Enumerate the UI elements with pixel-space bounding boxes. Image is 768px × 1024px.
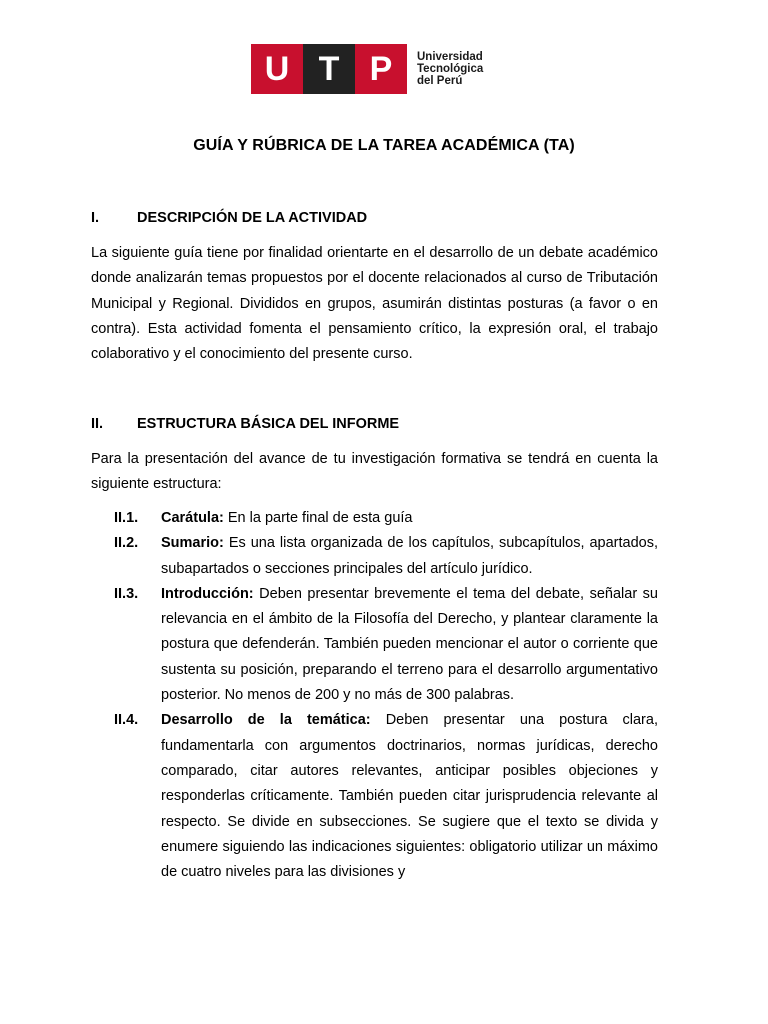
list-item-text: Deben presentar brevemente el tema del debate, señalar su relevancia en el ámbito de la Filosofía del Derecho, y plantear claramente la postura que defenderán. También pueden mencionar el autor o corriente que sustenta su posición, preparando el terreno para el desarrollo argumentativo posterior. No menos de 200 y no más de 300 palabras. (161, 585, 658, 704)
section-2-title: ESTRUCTURA BÁSICA DEL INFORME (137, 416, 400, 432)
university-name-line2: Tecnológica (417, 63, 484, 75)
logo-letter-t: T (303, 44, 355, 94)
list-item-body (161, 582, 658, 708)
list-item (114, 531, 658, 582)
list-item-body (161, 708, 658, 885)
utp-logo (251, 44, 483, 94)
university-name-line1: Universidad (417, 51, 483, 63)
logo-letter-p: P (355, 44, 407, 94)
structure-list (114, 506, 658, 885)
list-item-number: II.1. (114, 510, 139, 526)
university-name-line3: del Perú (417, 75, 463, 87)
list-item (114, 708, 658, 885)
section-2-heading (91, 416, 399, 432)
section-1-title: DESCRIPCIÓN DE LA ACTIVIDAD (137, 210, 368, 226)
list-item-term: Carátula: (161, 510, 224, 526)
list-item-number: II.3. (114, 585, 139, 602)
list-item-number: II.4. (114, 712, 139, 729)
list-item (114, 506, 658, 531)
document-title: GUÍA Y RÚBRICA DE LA TAREA ACADÉMICA (TA) (193, 137, 575, 154)
university-name (417, 51, 483, 87)
section-2-number: II. (91, 416, 104, 432)
list-item-text: Deben presentar una postura clara, fundamentarla con argumentos doctrinarios, normas jurídicas, derecho comparado, citar autores relevantes, anticipar posibles objeciones y responderlas críticamente. También pueden citar jurisprudencia relevante al respecto. Se divide en subsecciones. Se sugiere que el texto se divida y enumere siguiendo las indicaciones siguientes: obligatorio utilizar un máximo de cuatro niveles para las divisiones y (161, 712, 658, 881)
list-item-term: Sumario: (161, 535, 224, 552)
utp-logo-mark (251, 44, 407, 94)
list-item-text: Es una lista organizada de los capítulos, subcapítulos, apartados, subapartados o secciones principales del artículo jurídico. (161, 535, 658, 577)
list-item-term: Desarrollo de la temática: (161, 712, 371, 729)
section-1-heading (91, 210, 367, 226)
list-item-number: II.2. (114, 535, 139, 552)
list-item (114, 582, 658, 708)
list-item-text: En la parte final de esta guía (223, 510, 413, 526)
section-1-paragraph: La siguiente guía tiene por finalidad orientarte en el desarrollo de un debate académico donde analizarán temas propuestos por el docente relacionados al curso de Tributación Municipal y Regional. Divididos en grupos, asumirán distintas posturas (a favor o en contra). Esta actividad fomenta el pensamiento crítico, la expresión oral, el trabajo colaborativo y el conocimiento del presente curso. (91, 245, 658, 363)
section-2-intro: Para la presentación del avance de tu investigación formativa se tendrá en cuenta la siguiente estructura: (91, 451, 658, 493)
list-item-term: Introducción: (161, 585, 254, 602)
section-1-number: I. (91, 210, 100, 226)
logo-letter-u: U (251, 44, 303, 94)
list-item-body (161, 531, 658, 582)
list-item-body (161, 506, 658, 531)
